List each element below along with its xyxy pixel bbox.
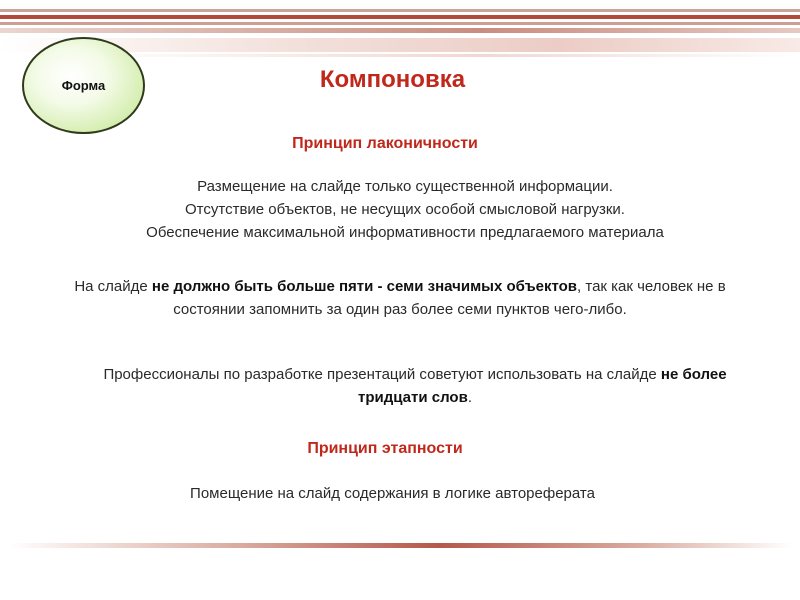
- objects-text-bold: не должно быть больше пяти - семи значимых объектов: [151, 278, 578, 295]
- laconic-description: [60, 175, 750, 244]
- header-stripe: [0, 22, 800, 25]
- words-text-start: Профессионалы по разработке презентаций советуют использовать на слайде: [103, 366, 661, 383]
- laconic-line: Отсутствие объектов, не несущих особой смысловой нагрузки.: [185, 201, 625, 218]
- footer-divider: [8, 543, 792, 548]
- slide-title: Компоновка: [319, 66, 466, 93]
- header-stripe: [0, 9, 800, 12]
- objects-limit-paragraph: [55, 275, 745, 321]
- objects-text-end: , так как человек не в состоянии запомнить за один раз более семи пунктов чего-либо.: [173, 278, 726, 318]
- objects-text-start: На слайде: [74, 278, 152, 295]
- header-stripe: [0, 28, 800, 33]
- forma-label: Форма: [61, 78, 106, 93]
- principle-stages-heading: Принцип этапности: [307, 440, 463, 457]
- laconic-line: Размещение на слайде только существенной информации.: [197, 178, 613, 195]
- words-text-end: .: [467, 389, 472, 406]
- words-text-bold: не более тридцати слов: [358, 366, 727, 406]
- laconic-line: Обеспечение максимальной информативности предлагаемого материала: [146, 224, 664, 241]
- principle-laconic-heading: Принцип лаконичности: [292, 135, 478, 152]
- words-limit-paragraph: [70, 363, 760, 409]
- stages-description: Помещение на слайд содержания в логике автореферата: [190, 485, 595, 502]
- header-stripe: [0, 15, 800, 19]
